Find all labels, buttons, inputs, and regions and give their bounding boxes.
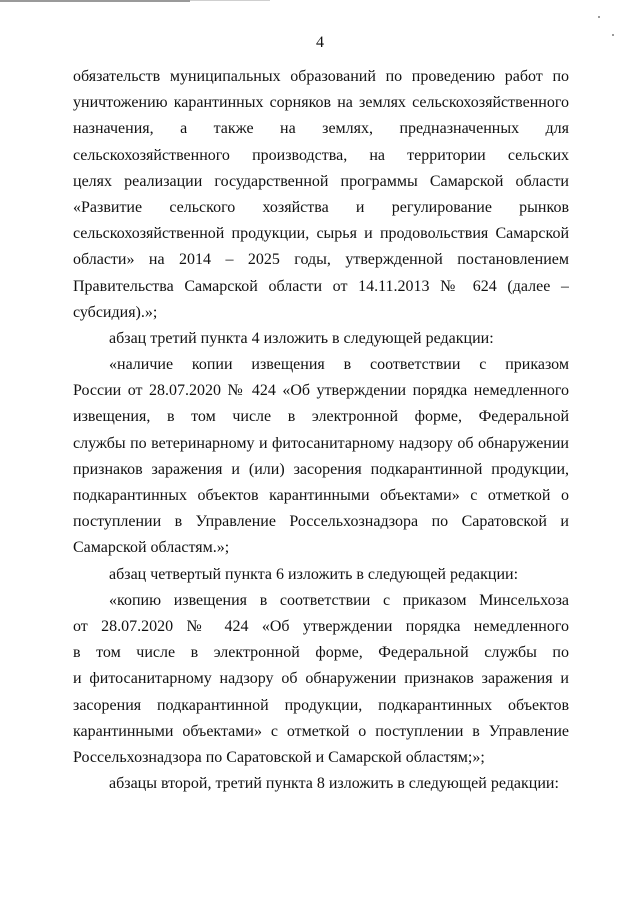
text-line: сельскохозяйственного производства, на территории сельских: [73, 146, 569, 164]
paragraph-notice-copy-requirement: [73, 352, 569, 562]
text-line: «наличие копии извещения в соответствии с приказом: [109, 356, 569, 374]
scan-speck: [598, 16, 600, 18]
text-line: абзац четвертый пункта 6 изложить в следующей редакции:: [109, 565, 519, 583]
text-line: субсидия).»;: [73, 303, 158, 321]
text-line: службы по ветеринарному и фитосанитарному надзору об обнаружении: [73, 434, 569, 452]
text-line: уничтожению карантинных сорняков на землях сельскохозяйственного: [73, 94, 569, 112]
text-line: Самарской областям.»;: [73, 539, 230, 557]
text-line: поступлении в Управление Россельхознадзора по Саратовской и: [73, 513, 569, 531]
text-line: карантинными объектами» с отметкой о поступлении в Управление: [73, 722, 569, 740]
paragraph-amend-point-8: [73, 771, 569, 797]
text-line: подкарантинных объектов карантинными объектами» с отметкой о: [73, 487, 569, 504]
text-line: назначения, а также на землях, предназначенных для: [73, 120, 569, 138]
text-line: Правительства Самарской области от 14.11.2013 № 624 (далее –: [73, 277, 569, 295]
paragraph-amend-point-6: [73, 562, 569, 588]
text-line: извещения, в том числе в электронной форме, Федеральной: [73, 408, 569, 426]
scan-edge-mark-faint: [190, 0, 270, 1]
paragraph-amend-point-4: [73, 326, 569, 352]
text-line: сельскохозяйственной продукции, сырья и продовольствия Самарской: [73, 225, 569, 243]
text-line: обязательств муниципальных образований по проведению работ по: [73, 68, 569, 85]
text-line: Россельхознадзора по Саратовской и Самарской областям;»;: [73, 748, 485, 766]
text-line: России от 28.07.2020 № 424 «Об утверждении порядка немедленного: [73, 382, 569, 400]
text-line: абзац третий пункта 4 изложить в следующей редакции:: [109, 329, 494, 347]
text-line: от 28.07.2020 № 424 «Об утверждении порядка немедленного: [73, 617, 569, 635]
paragraph-notice-copy-document: [73, 588, 569, 771]
scan-edge-mark: [0, 0, 190, 2]
text-line: «Развитие сельского хозяйства и регулирование рынков: [73, 198, 569, 216]
text-line: засорения подкарантинной продукции, подкарантинных объектов: [73, 696, 569, 714]
paragraph-subsidy-purpose: [73, 64, 569, 326]
text-line: области» на 2014 – 2025 годы, утвержденной постановлением: [73, 251, 569, 269]
text-line: и фитосанитарному надзору об обнаружении признаков заражения и: [73, 670, 569, 688]
text-line: «копию извещения в соответствии с приказом Минсельхоза: [109, 591, 569, 609]
page-number: 4: [316, 34, 324, 51]
text-line: в том числе в электронной форме, Федеральной службы по: [73, 644, 569, 662]
text-line: абзацы второй, третий пункта 8 изложить в следующей редакции:: [109, 775, 559, 793]
document-body: [73, 64, 569, 797]
text-line: признаков заражения и (или) засорения подкарантинной продукции,: [73, 460, 569, 478]
text-line: целях реализации государственной программы Самарской области: [73, 172, 569, 190]
